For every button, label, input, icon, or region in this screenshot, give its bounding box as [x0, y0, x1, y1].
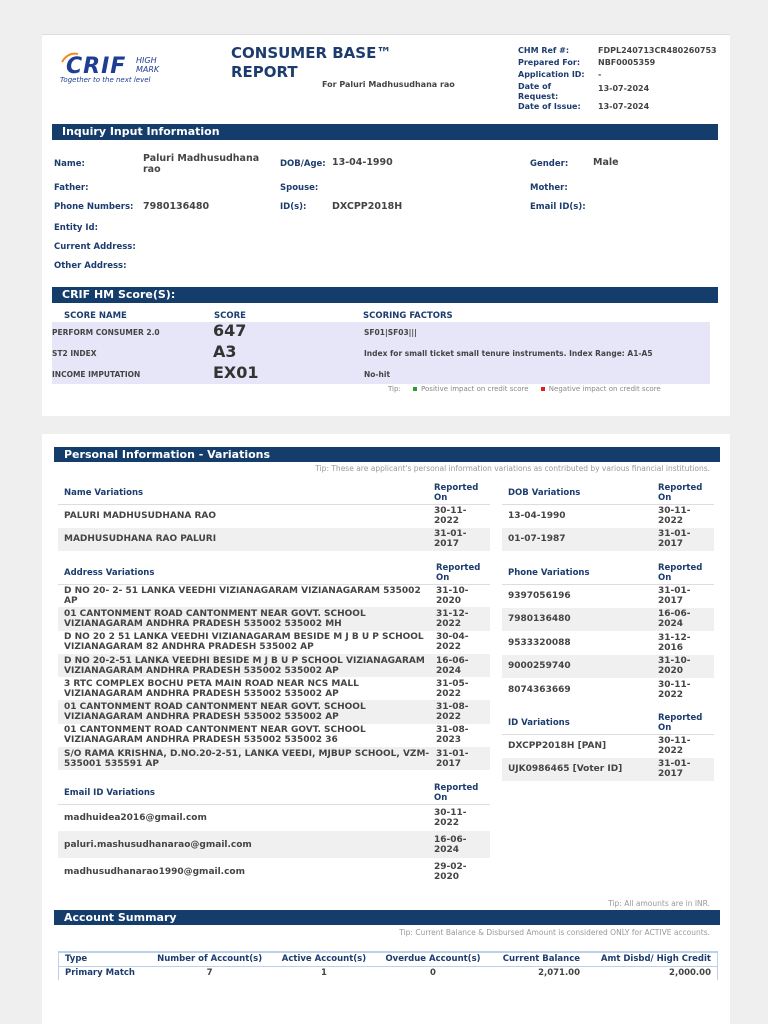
account-summary-header: Account Summary — [54, 910, 720, 925]
score-row-name: PERFORM CONSUMER 2.0 — [52, 328, 160, 337]
reported-date: 31-01-2017 — [432, 528, 490, 552]
column-header: DOB Variations — [502, 482, 656, 504]
account-column-header: Current Balance — [490, 952, 586, 967]
account-column-header: Amt Disbd/ High Credit — [586, 952, 717, 967]
meta-label: Date of Request: — [518, 82, 559, 101]
variation-value: 13-04-1990 — [508, 511, 566, 521]
table-row — [58, 528, 490, 552]
meta-value: 13-07-2024 — [598, 84, 650, 93]
meta-label: Prepared For: — [518, 58, 581, 67]
score-section-header: CRIF HM Score(S): — [52, 287, 718, 303]
score-row-value: EX01 — [213, 363, 259, 382]
reported-on-header: Reported On — [656, 562, 714, 584]
meta-label: Application ID: — [518, 70, 585, 79]
table-row — [502, 758, 714, 782]
reported-date: 30-04-2022 — [436, 632, 469, 653]
table-row — [58, 631, 490, 654]
reported-date: 29-02-2020 — [434, 861, 467, 882]
score-row-factors: No-hit — [364, 370, 391, 379]
account-cell: 7 — [206, 968, 213, 978]
meta-value: NBF0005359 — [598, 58, 656, 67]
variation-value: 9533320088 — [508, 637, 571, 648]
account-cell: 2,000.00 — [669, 968, 711, 978]
logo-tagline: Together to the next level — [60, 76, 151, 84]
table-row — [502, 655, 714, 679]
table-row — [502, 678, 714, 702]
variation-value: 7980136480 — [502, 608, 656, 632]
table-row — [58, 504, 490, 528]
meta-label: CHM Ref #: — [518, 46, 570, 55]
variation-value: 01-07-1987 — [502, 528, 656, 552]
name-value: Paluri Madhusudhana rao — [143, 153, 260, 175]
negative-square-icon — [541, 387, 545, 391]
ids-value: DXCPP2018H — [332, 201, 403, 212]
reported-date: 16-06-2024 — [432, 831, 490, 858]
variation-value: 3 RTC COMPLEX BOCHU PETA MAIN ROAD NEAR NCS MALL VIZIANAGARAM ANDHRA PRADESH 535002 535002 AP — [64, 678, 359, 699]
reported-on-header: Reported On — [656, 482, 714, 504]
reported-date: 31-08-2023 — [436, 725, 469, 746]
table-row — [502, 584, 714, 608]
reported-date: 31-01-2017 — [656, 758, 714, 782]
current-address-label: Current Address: — [54, 242, 136, 252]
scoring-factors-header: SCORING FACTORS — [363, 311, 453, 321]
logo-sub: HIGH MARK — [136, 56, 160, 74]
reported-on-header: Reported On — [656, 712, 714, 734]
score-header: SCORE — [214, 311, 246, 321]
reported-on-header: Reported On — [432, 782, 490, 804]
table-row — [58, 607, 490, 630]
reported-date: 30-11-2022 — [658, 506, 691, 526]
report-for: For Paluri Madhusudhana rao — [322, 80, 455, 89]
personal-tip: Tip: These are applicant's personal information variations as contributed by various financial institutions. — [315, 464, 710, 473]
father-label: Father: — [54, 183, 89, 193]
reported-date: 31-12-2016 — [658, 632, 691, 653]
logo-brand: CRIF — [66, 54, 127, 79]
reported-date: 31-10-2020 — [656, 655, 714, 679]
account-column-header: Type — [59, 952, 147, 967]
reported-date: 30-11-2022 — [658, 679, 691, 700]
reported-date: 16-06-2024 — [656, 608, 714, 632]
table-row — [58, 804, 490, 831]
variation-value: 9000259740 — [502, 655, 656, 679]
table-row — [58, 747, 490, 770]
reported-date: 31-05-2022 — [436, 678, 469, 699]
reported-date: 31-12-2022 — [434, 607, 490, 630]
name-label: Name: — [54, 159, 85, 169]
score-row-name: ST2 INDEX — [52, 349, 97, 358]
score-row-factors: SF01|SF03||| — [364, 328, 417, 337]
reported-date: 31-01-2017 — [658, 586, 691, 606]
variation-value: 01 CANTONMENT ROAD CANTONMENT NEAR GOVT. SCHOOL VIZIANAGARAM ANDHRA PRADESH 535002 535002 AP — [58, 700, 434, 723]
variation-value: D NO 20- 2- 51 LANKA VEEDHI VIZIANAGARAM VIZIANAGARAM 535002 AP — [64, 585, 421, 606]
account-cell: 0 — [430, 968, 436, 978]
table-row — [502, 734, 714, 758]
variation-value: DXCPP2018H [PAN] — [508, 741, 607, 751]
meta-value: - — [598, 70, 602, 79]
phone-value: 7980136480 — [143, 201, 210, 212]
variation-value: 01 CANTONMENT ROAD CANTONMENT NEAR GOVT. SCHOOL VIZIANAGARAM ANDHRA PRADESH 535002 535002 36 — [64, 725, 366, 746]
table-row — [58, 724, 490, 747]
address-variations-table — [58, 562, 490, 770]
table-row — [58, 858, 490, 885]
variation-value: paluri.mashusudhanarao@gmail.com — [58, 831, 432, 858]
email-label: Email ID(s): — [530, 202, 586, 212]
variation-value: D NO 20 2 51 LANKA VEEDHI VIZIANAGARAM BESIDE M J B U P SCHOOL VIZIANAGARAM 82 ANDHRA PRADESH 535002 AP — [64, 632, 424, 653]
phone-label: Phone Numbers: — [54, 202, 134, 212]
ids-label: ID(s): — [280, 202, 307, 212]
variation-value: madhusudhanarao1990@gmail.com — [64, 866, 245, 877]
reported-date: 31-01-2017 — [434, 747, 490, 770]
account-cell: 2,071.00 — [538, 968, 581, 978]
reported-date: 31-10-2020 — [436, 585, 469, 606]
score-row-factors: Index for small ticket small tenure instruments. Index Range: A1-A5 — [364, 349, 653, 358]
id-variations-table — [502, 712, 714, 781]
account-column-header: Number of Account(s) — [147, 952, 272, 967]
variation-value: UJK0986465 [Voter ID] — [502, 758, 656, 782]
account-cell: Primary Match — [65, 968, 135, 978]
other-address-label: Other Address: — [54, 261, 127, 271]
account-column-header: Active Account(s) — [272, 952, 375, 967]
crif-logo — [60, 52, 170, 88]
score-row-value: 647 — [213, 321, 247, 340]
table-row — [58, 700, 490, 723]
variation-value: S/O RAMA KRISHNA, D.NO.20-2-51, LANKA VEEDI, MJBUP SCHOOL, VZM-535001 535591 AP — [58, 747, 434, 770]
score-legend: Tip: Positive impact on credit score Negative impact on credit score — [388, 385, 661, 393]
meta-value: FDPL240713CR480260753 — [598, 46, 717, 55]
variation-value: D NO 20-2-51 LANKA VEEDHI BESIDE M J B U P SCHOOL VIZIANAGARAM VIZIANAGARAM ANDHRA PRADESH 535002 535002 AP — [58, 654, 434, 677]
dob-variations-table — [502, 482, 714, 551]
reported-on-header: Reported On — [434, 562, 490, 584]
account-column-header: Overdue Account(s) — [376, 952, 491, 967]
positive-square-icon — [413, 387, 417, 391]
reported-date: 16-06-2024 — [434, 654, 490, 677]
table-row — [58, 654, 490, 677]
dob-label: DOB/Age: — [280, 159, 326, 169]
email-variations-table — [58, 782, 490, 885]
column-header: Phone Variations — [502, 562, 656, 584]
account-summary-table — [58, 951, 718, 980]
table-row — [502, 504, 714, 528]
table-row — [502, 608, 714, 632]
phone-variations-table — [502, 562, 714, 702]
variation-value: MADHUSUDHANA RAO PALURI — [58, 528, 432, 552]
account-cell: 1 — [320, 968, 327, 978]
column-header: Email ID Variations — [58, 782, 432, 804]
column-header: Name Variations — [58, 482, 432, 504]
gender-value: Male — [593, 157, 619, 168]
name-variations-table — [58, 482, 490, 551]
account-tip: Tip: Current Balance & Disbursed Amount is considered ONLY for ACTIVE accounts. — [399, 928, 710, 937]
table-row — [59, 967, 718, 981]
variation-value: PALURI MADHUSUDHANA RAO — [64, 511, 217, 521]
reported-on-header: Reported On — [432, 482, 490, 504]
variation-value: 9397056196 — [508, 591, 571, 601]
spouse-label: Spouse: — [280, 183, 319, 193]
amount-tip: Tip: All amounts are in INR. — [608, 899, 710, 908]
report-title: CONSUMER BASE™ REPORT — [231, 44, 392, 81]
table-row — [502, 631, 714, 655]
reported-date: 31-01-2017 — [656, 528, 714, 552]
gender-label: Gender: — [530, 159, 569, 169]
score-row-name: INCOME IMPUTATION — [52, 370, 141, 379]
score-name-header: SCORE NAME — [64, 311, 127, 321]
table-row — [502, 528, 714, 552]
reported-date: 30-11-2022 — [658, 736, 691, 756]
meta-value: 13-07-2024 — [598, 102, 650, 111]
column-header: Address Variations — [58, 562, 434, 584]
table-row — [58, 584, 490, 607]
variation-value: 01 CANTONMENT ROAD CANTONMENT NEAR GOVT. SCHOOL VIZIANAGARAM ANDHRA PRADESH 535002 535002 MH — [58, 607, 434, 630]
reported-date: 31-08-2022 — [434, 700, 490, 723]
inquiry-section-header: Inquiry Input Information — [52, 124, 718, 140]
dob-value: 13-04-1990 — [332, 157, 393, 168]
mother-label: Mother: — [530, 183, 568, 193]
reported-date: 30-11-2022 — [434, 506, 467, 526]
reported-date: 30-11-2022 — [434, 807, 467, 828]
variation-value: 8074363669 — [508, 684, 571, 695]
table-row — [58, 677, 490, 700]
column-header: ID Variations — [502, 712, 656, 734]
personal-section-header: Personal Information - Variations — [54, 447, 720, 462]
table-row — [58, 831, 490, 858]
score-row-value: A3 — [213, 342, 237, 361]
variation-value: madhuidea2016@gmail.com — [64, 812, 207, 823]
entity-label: Entity Id: — [54, 223, 99, 233]
meta-label: Date of Issue: — [518, 102, 581, 111]
